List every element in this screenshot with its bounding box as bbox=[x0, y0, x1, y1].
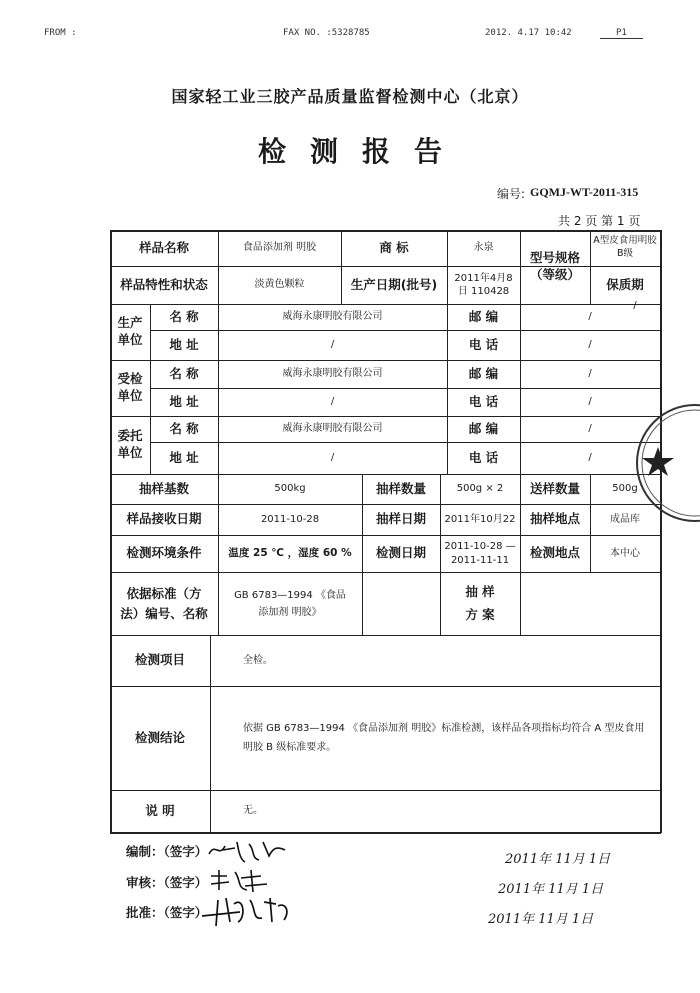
test-date-label: 检测日期 bbox=[375, 545, 426, 561]
model-label: 型号规格（等级） bbox=[529, 250, 580, 282]
producer-unit-label: 生产单位 bbox=[117, 315, 143, 347]
producer-name-label: 名 称 bbox=[169, 308, 199, 324]
receive-date-value: 2011-10-28 bbox=[260, 513, 320, 525]
compile-date: 2011年 11月 1日 bbox=[505, 852, 611, 867]
review-label: 审核：（签字） bbox=[126, 875, 208, 890]
fax-page: P1 bbox=[600, 28, 643, 39]
approve-label: 批准：（签字） bbox=[126, 905, 208, 920]
features-value: 淡黄色颗粒 bbox=[254, 279, 305, 291]
test-place-label: 检测地点 bbox=[529, 545, 580, 561]
report-title: 检测报告 bbox=[257, 135, 466, 168]
inspected-address-label: 地 址 bbox=[169, 393, 199, 409]
producer-phone-value: / bbox=[588, 339, 592, 351]
producer-address-label: 地 址 bbox=[169, 336, 199, 352]
producer-postcode-label: 邮 编 bbox=[468, 308, 499, 324]
model-value: A型皮食用明胶B级 bbox=[593, 235, 657, 259]
production-date-value: 2011年4月8日 110428 bbox=[454, 272, 513, 297]
sample-quantity-value: 500g × 2 bbox=[456, 483, 504, 495]
inspected-unit-label: 受检单位 bbox=[117, 371, 143, 403]
test-items-label: 检测项目 bbox=[134, 652, 185, 668]
sample-base-label: 抽样基数 bbox=[138, 480, 189, 496]
send-quantity-value: 500g bbox=[612, 483, 638, 495]
inspected-phone-value: / bbox=[588, 396, 592, 408]
producer-postcode-value: / bbox=[588, 311, 592, 323]
producer-name-value: 威海永康明胶有限公司 bbox=[282, 311, 383, 323]
shelf-life-value: / bbox=[633, 300, 637, 312]
page-count: 共 2 页 第 1 页 bbox=[558, 214, 641, 228]
sampling-place-label: 抽样地点 bbox=[529, 511, 580, 527]
sample-quantity-label: 抽样数量 bbox=[375, 480, 426, 496]
client-address-value: / bbox=[330, 452, 335, 464]
receive-date-label: 样品接收日期 bbox=[126, 511, 202, 527]
brand-label: 商 标 bbox=[379, 239, 409, 255]
environment-label: 检测环境条件 bbox=[126, 545, 202, 561]
inspected-address-value: / bbox=[330, 396, 335, 408]
inspected-name-value: 威海永康明胶有限公司 bbox=[282, 368, 383, 380]
conclusion-label: 检测结论 bbox=[134, 729, 185, 745]
sample-name-value: 食品添加剂 明胶 bbox=[242, 242, 317, 254]
producer-address-value: / bbox=[330, 339, 335, 351]
sampling-date-value: 2011年10月22 bbox=[444, 513, 516, 525]
sampling-date-label: 抽样日期 bbox=[375, 511, 426, 527]
approve-date: 2011年 11月 1日 bbox=[488, 912, 594, 927]
inspected-name-label: 名 称 bbox=[169, 365, 199, 381]
sample-base-value: 500kg bbox=[274, 483, 306, 495]
client-name-value: 威海永康明胶有限公司 bbox=[282, 423, 383, 435]
sampling-scheme-label: 抽 样 方 案 bbox=[465, 584, 495, 622]
organization-name: 国家轻工业三胶产品质量监督检测中心（北京） bbox=[171, 87, 529, 106]
compile-label: 编制：（签字） bbox=[126, 844, 208, 859]
report-number: GQMJ-WT-2011-315 bbox=[530, 185, 639, 199]
features-label: 样品特性和状态 bbox=[120, 276, 208, 292]
test-date-value: 2011-10-28 — 2011-11-11 bbox=[444, 541, 516, 566]
client-name-label: 名 称 bbox=[169, 420, 199, 436]
client-postcode-value: / bbox=[588, 423, 592, 435]
note-value: 无。 bbox=[243, 805, 263, 817]
inspected-postcode-value: / bbox=[588, 368, 592, 380]
review-date: 2011年 11月 1日 bbox=[498, 882, 604, 897]
official-seal bbox=[620, 395, 700, 525]
approver-signature bbox=[200, 892, 295, 930]
basis-value: GB 6783—1994 《食品添加剂 明胶》 bbox=[234, 589, 346, 618]
brand-value: 永泉 bbox=[473, 242, 494, 254]
test-place-value: 本中心 bbox=[610, 547, 640, 559]
sample-name-label: 样品名称 bbox=[138, 239, 189, 255]
test-items-value: 全检。 bbox=[243, 654, 273, 666]
fax-from: FROM : bbox=[44, 28, 77, 38]
inspected-phone-label: 电 话 bbox=[468, 393, 499, 409]
fax-datetime: 2012. 4.17 10:42 bbox=[485, 28, 572, 38]
client-phone-label: 电 话 bbox=[468, 449, 499, 465]
fax-number: FAX NO. :5328785 bbox=[283, 28, 370, 38]
shelf-life-label: 保质期 bbox=[606, 276, 644, 292]
environment-value: 温度 25 ℃ ，湿度 60 % bbox=[228, 547, 352, 560]
sampling-place-value: 成品库 bbox=[610, 513, 640, 525]
producer-phone-label: 电 话 bbox=[468, 336, 499, 352]
report-number-label: 编号: bbox=[497, 187, 526, 201]
client-unit-label: 委托单位 bbox=[117, 428, 143, 460]
send-quantity-label: 送样数量 bbox=[529, 480, 580, 496]
inspected-postcode-label: 邮 编 bbox=[468, 365, 499, 381]
client-postcode-label: 邮 编 bbox=[468, 420, 499, 436]
note-label: 说 明 bbox=[145, 802, 175, 818]
client-phone-value: / bbox=[588, 452, 592, 464]
conclusion-value: 依据 GB 6783—1994 《食品添加剂 明胶》标准检测，该样品各项指标均符合 A 型皮食用明胶 B 级标准要求。 bbox=[243, 723, 645, 753]
client-address-label: 地 址 bbox=[169, 449, 199, 465]
production-date-label: 生产日期(批号) bbox=[350, 276, 438, 292]
compiler-signature bbox=[205, 836, 295, 864]
basis-label: 依据标准（方法）编号、名称 bbox=[120, 585, 208, 621]
sampling-scheme-value bbox=[520, 572, 660, 635]
